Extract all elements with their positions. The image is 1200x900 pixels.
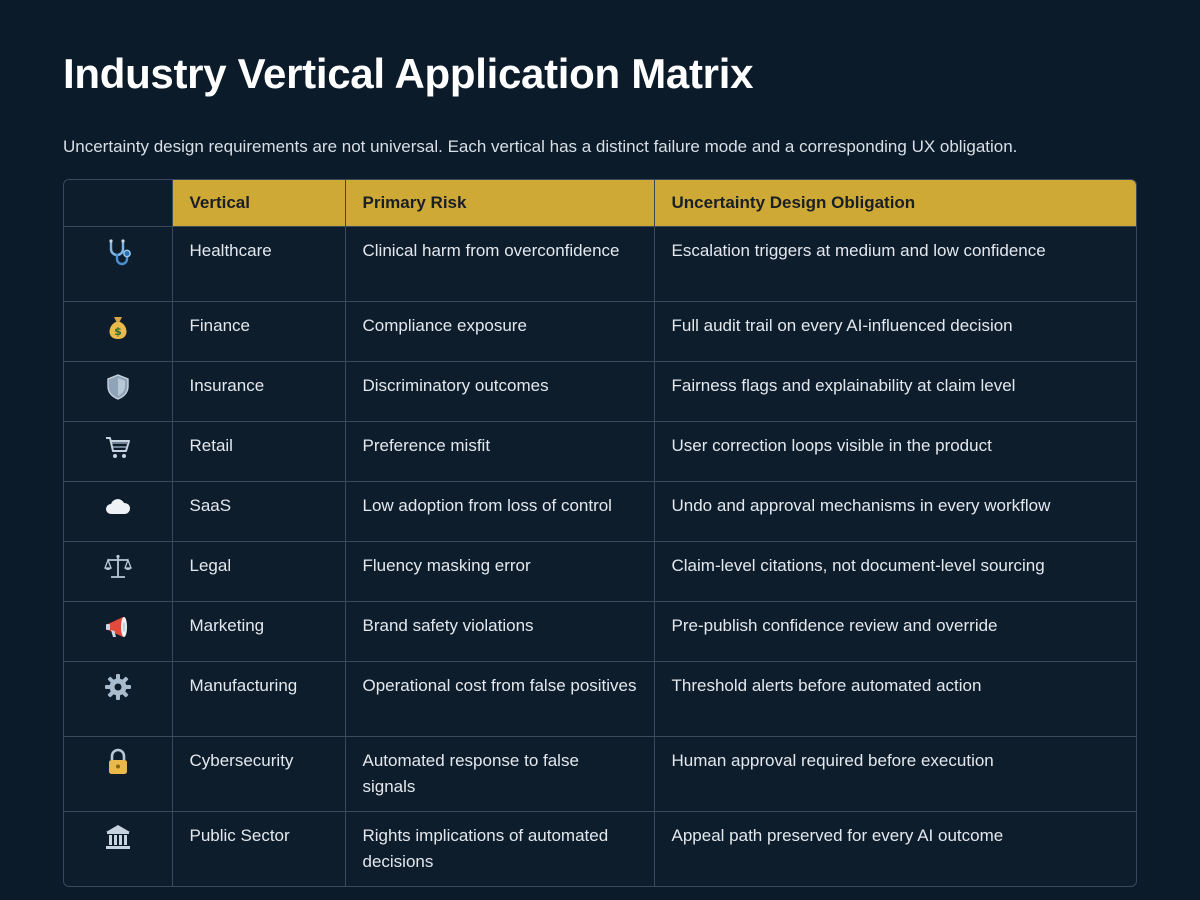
page-subtitle: Uncertainty design requirements are not universal. Each vertical has a distinct failure mode and a corresponding UX obligation. xyxy=(63,137,1018,156)
svg-text:$: $ xyxy=(113,325,122,338)
cloud-icon xyxy=(103,492,133,522)
table-row xyxy=(64,362,1136,422)
icon-cell xyxy=(64,542,172,602)
scales-icon xyxy=(103,552,133,582)
shield-icon xyxy=(103,372,133,402)
stethoscope-icon xyxy=(103,237,133,267)
megaphone-icon xyxy=(103,612,133,642)
cell-obligation: Threshold alerts before automated action xyxy=(654,662,1136,737)
cell-obligation: Full audit trail on every AI-influenced decision xyxy=(654,302,1136,362)
icon-cell xyxy=(64,227,172,302)
icon-cell xyxy=(64,482,172,542)
cell-risk: Fluency masking error xyxy=(345,542,654,602)
cell-risk: Low adoption from loss of control xyxy=(345,482,654,542)
icon-cell xyxy=(64,302,172,362)
table-row xyxy=(64,662,1136,737)
table-row xyxy=(64,542,1136,602)
cell-obligation: Appeal path preserved for every AI outcome xyxy=(671,826,1004,845)
icon-cell xyxy=(64,362,172,422)
header-obligation: Uncertainty Design Obligation xyxy=(654,180,1136,227)
cell-risk: Clinical harm from overconfidence xyxy=(345,227,654,302)
page-title: Industry Vertical Application Matrix xyxy=(63,50,754,97)
cell-vertical: Marketing xyxy=(172,602,345,662)
money-bag-icon xyxy=(103,312,133,342)
table-row xyxy=(64,227,1136,302)
cell-vertical: Finance xyxy=(172,302,345,362)
cell-vertical: Public Sector xyxy=(172,812,345,887)
cell-obligation: Escalation triggers at medium and low confidence xyxy=(654,227,1136,302)
table-row xyxy=(64,812,1136,887)
cell-risk: Compliance exposure xyxy=(345,302,654,362)
header-icon-column xyxy=(64,180,172,227)
cell-vertical: Retail xyxy=(172,422,345,482)
cell-risk: Operational cost from false positives xyxy=(345,662,654,737)
table-row xyxy=(64,302,1136,362)
cell-obligation: Pre-publish confidence review and override xyxy=(654,602,1136,662)
table-row xyxy=(64,422,1136,482)
table-row xyxy=(64,602,1136,662)
cell-obligation: Claim-level citations, not document-level sourcing xyxy=(654,542,1136,602)
cell-risk: Preference misfit xyxy=(345,422,654,482)
shopping-cart-icon xyxy=(103,432,133,462)
cell-obligation: User correction loops visible in the product xyxy=(654,422,1136,482)
matrix-table xyxy=(63,179,1137,887)
cell-risk: Brand safety violations xyxy=(345,602,654,662)
cell-obligation: Undo and approval mechanisms in every workflow xyxy=(654,482,1136,542)
icon-cell xyxy=(64,602,172,662)
lock-icon xyxy=(103,747,133,777)
classical-building-icon xyxy=(103,822,133,852)
icon-cell xyxy=(64,737,172,812)
cell-vertical: Legal xyxy=(172,542,345,602)
table-row xyxy=(64,737,1136,812)
cell-vertical: SaaS xyxy=(172,482,345,542)
table-header-row xyxy=(64,180,1136,227)
icon-cell xyxy=(64,812,172,887)
cell-obligation: Fairness flags and explainability at claim level xyxy=(654,362,1136,422)
icon-cell xyxy=(64,662,172,737)
cell-vertical: Insurance xyxy=(172,362,345,422)
cell-vertical: Manufacturing xyxy=(172,662,345,737)
icon-cell xyxy=(64,422,172,482)
cell-vertical: Healthcare xyxy=(172,227,345,302)
header-vertical: Vertical xyxy=(172,180,345,227)
cell-obligation: Human approval required before execution xyxy=(654,737,1136,812)
header-primary-risk: Primary Risk xyxy=(345,180,654,227)
cell-risk: Automated response to false signals xyxy=(345,737,654,812)
gear-icon xyxy=(103,672,133,702)
cell-risk: Discriminatory outcomes xyxy=(345,362,654,422)
cell-risk: Rights implications of automated decisions xyxy=(345,812,654,887)
cell-vertical: Cybersecurity xyxy=(172,737,345,812)
table-row xyxy=(64,482,1136,542)
